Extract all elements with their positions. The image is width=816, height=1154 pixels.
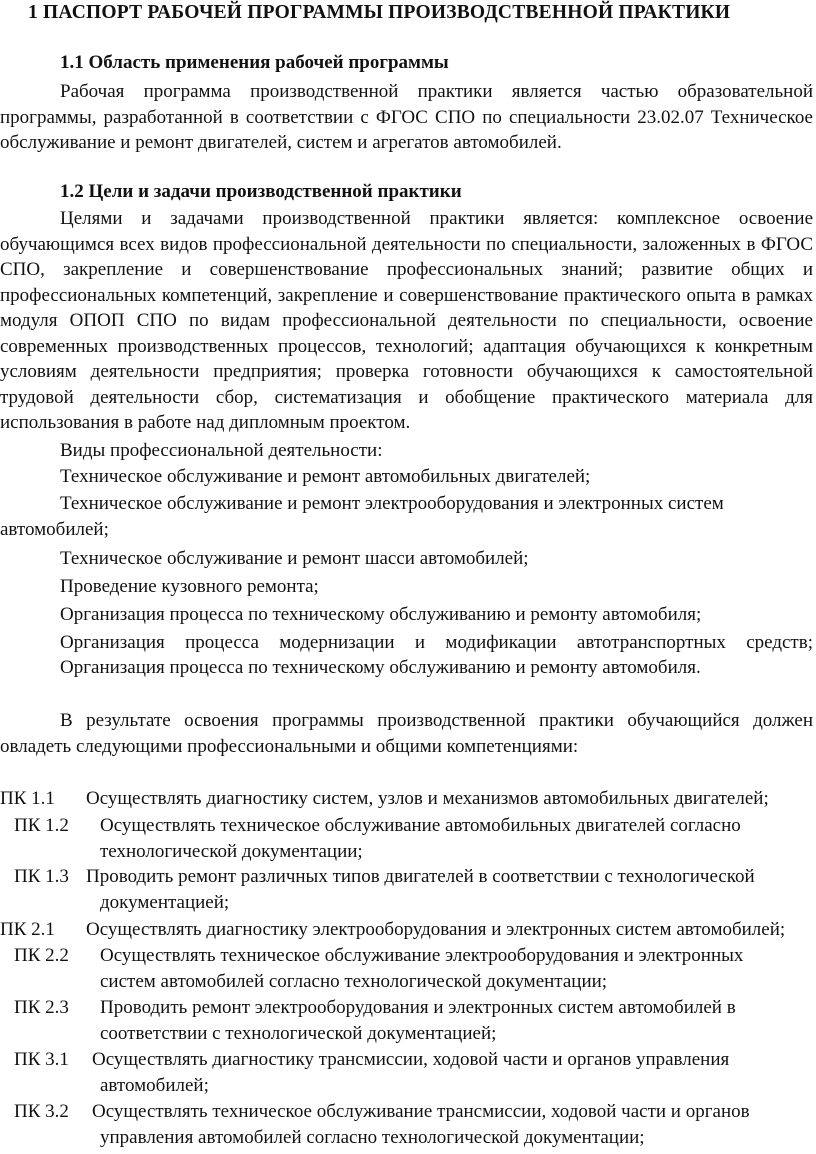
competency-row (14, 1099, 814, 1151)
competency-text-continued: управления автомобилей согласно технологической документации; (100, 1127, 645, 1148)
activity-item: Организация процесса по техническому обслуживанию и ремонту автомобиля. (60, 657, 701, 678)
competency-code: ПК 3.1 (14, 1049, 69, 1070)
competency-row (14, 864, 814, 916)
competency-row (14, 1047, 814, 1099)
competency-text: Осуществлять диагностику электрооборудования и электронных систем автомобилей; (86, 919, 786, 940)
activity-item: Техническое обслуживание и ремонт автомобильных двигателей; (60, 466, 591, 487)
activity-item: Техническое обслуживание и ремонт электрооборудования и электронных систем автомобилей; (0, 493, 724, 540)
goals-paragraph: Целями и задачами производственной практики является: комплексное освоение обучающимся всех видов профессиональной деятельности по специальности, заложенных в ФГОС СПО, закрепление и совершенствование профессиональных знаний; развитие общих и профессиональных компетенций, закрепление и совершенствование практического опыта в рамках модуля ОПОП СПО по видам профессиональной деятельности по специальности, освоение современных производственных процессов, технологий; адаптация обучающихся к конкретным условиям деятельности предприятия; проверка готовности обучающихся к самостоятельной трудовой деятельности сбор, систематизация и обобщение практического материала для использования в работе над дипломным проектом. (0, 208, 813, 433)
section-heading-goals: 1.2 Цели и задачи производственной практики (60, 181, 462, 202)
competency-text-continued: документацией; (100, 892, 230, 913)
competency-code: ПК 1.3 (14, 866, 69, 887)
section-heading-scope: 1.1 Область применения рабочей программы (60, 52, 449, 73)
activity-item: Техническое обслуживание и ремонт шасси автомобилей; (60, 548, 529, 569)
competency-text: Осуществлять техническое обслуживание автомобильных двигателей согласно (100, 815, 741, 836)
competency-text: Проводить ремонт различных типов двигателей в соответствии с технологической (86, 866, 755, 887)
competency-text-continued: автомобилей; (100, 1075, 209, 1096)
competency-text: Осуществлять диагностику систем, узлов и механизмов автомобильных двигателей; (86, 788, 769, 809)
competency-code: ПК 2.2 (14, 945, 69, 966)
document-title: 1 ПАСПОРТ РАБОЧЕЙ ПРОГРАММЫ ПРОИЗВОДСТВЕННОЙ ПРАКТИКИ (28, 2, 731, 23)
competency-code: ПК 1.2 (14, 815, 69, 836)
competency-text-continued: систем автомобилей согласно технологической документации; (100, 971, 608, 992)
competency-text: Проводить ремонт электрооборудования и электронных систем автомобилей в (100, 997, 736, 1018)
competency-text: Осуществлять техническое обслуживание электрооборудования и электронных (100, 945, 744, 966)
competency-text: Осуществлять диагностику трансмиссии, ходовой части и органов управления (92, 1049, 730, 1070)
competency-text-continued: технологической документации; (100, 841, 363, 862)
competency-text-continued: соответствии с технологической документацией; (100, 1023, 497, 1044)
competency-text: Осуществлять техническое обслуживание трансмиссии, ходовой части и органов (92, 1101, 750, 1122)
competency-row (14, 813, 814, 865)
activity-item: Проведение кузовного ремонта; (60, 576, 319, 597)
activity-item: Организация процесса модернизации и модификации автотранспортных средств; (60, 632, 813, 653)
competency-row (0, 917, 816, 943)
competency-row (14, 995, 814, 1047)
competency-code: ПК 2.3 (14, 997, 69, 1018)
activity-item: Организация процесса по техническому обслуживанию и ремонту автомобиля; (60, 604, 702, 625)
competency-row (0, 786, 816, 812)
competency-row (14, 943, 814, 995)
competency-code: ПК 2.1 (0, 919, 55, 940)
scope-paragraph: Рабочая программа производственной практики является частью образовательной программы, разработанной в соответствии с ФГОС СПО по специальности 23.02.07 Техническое обслуживание и ремонт двигателей, систем и агрегатов автомобилей. (0, 81, 813, 153)
activities-label: Виды профессиональной деятельности: (60, 440, 383, 461)
competency-code: ПК 3.2 (14, 1101, 69, 1122)
result-paragraph: В результате освоения программы производственной практики обучающийся должен овладеть следующими профессиональными и общими компетенциями: (0, 710, 813, 757)
competency-code: ПК 1.1 (0, 788, 55, 809)
